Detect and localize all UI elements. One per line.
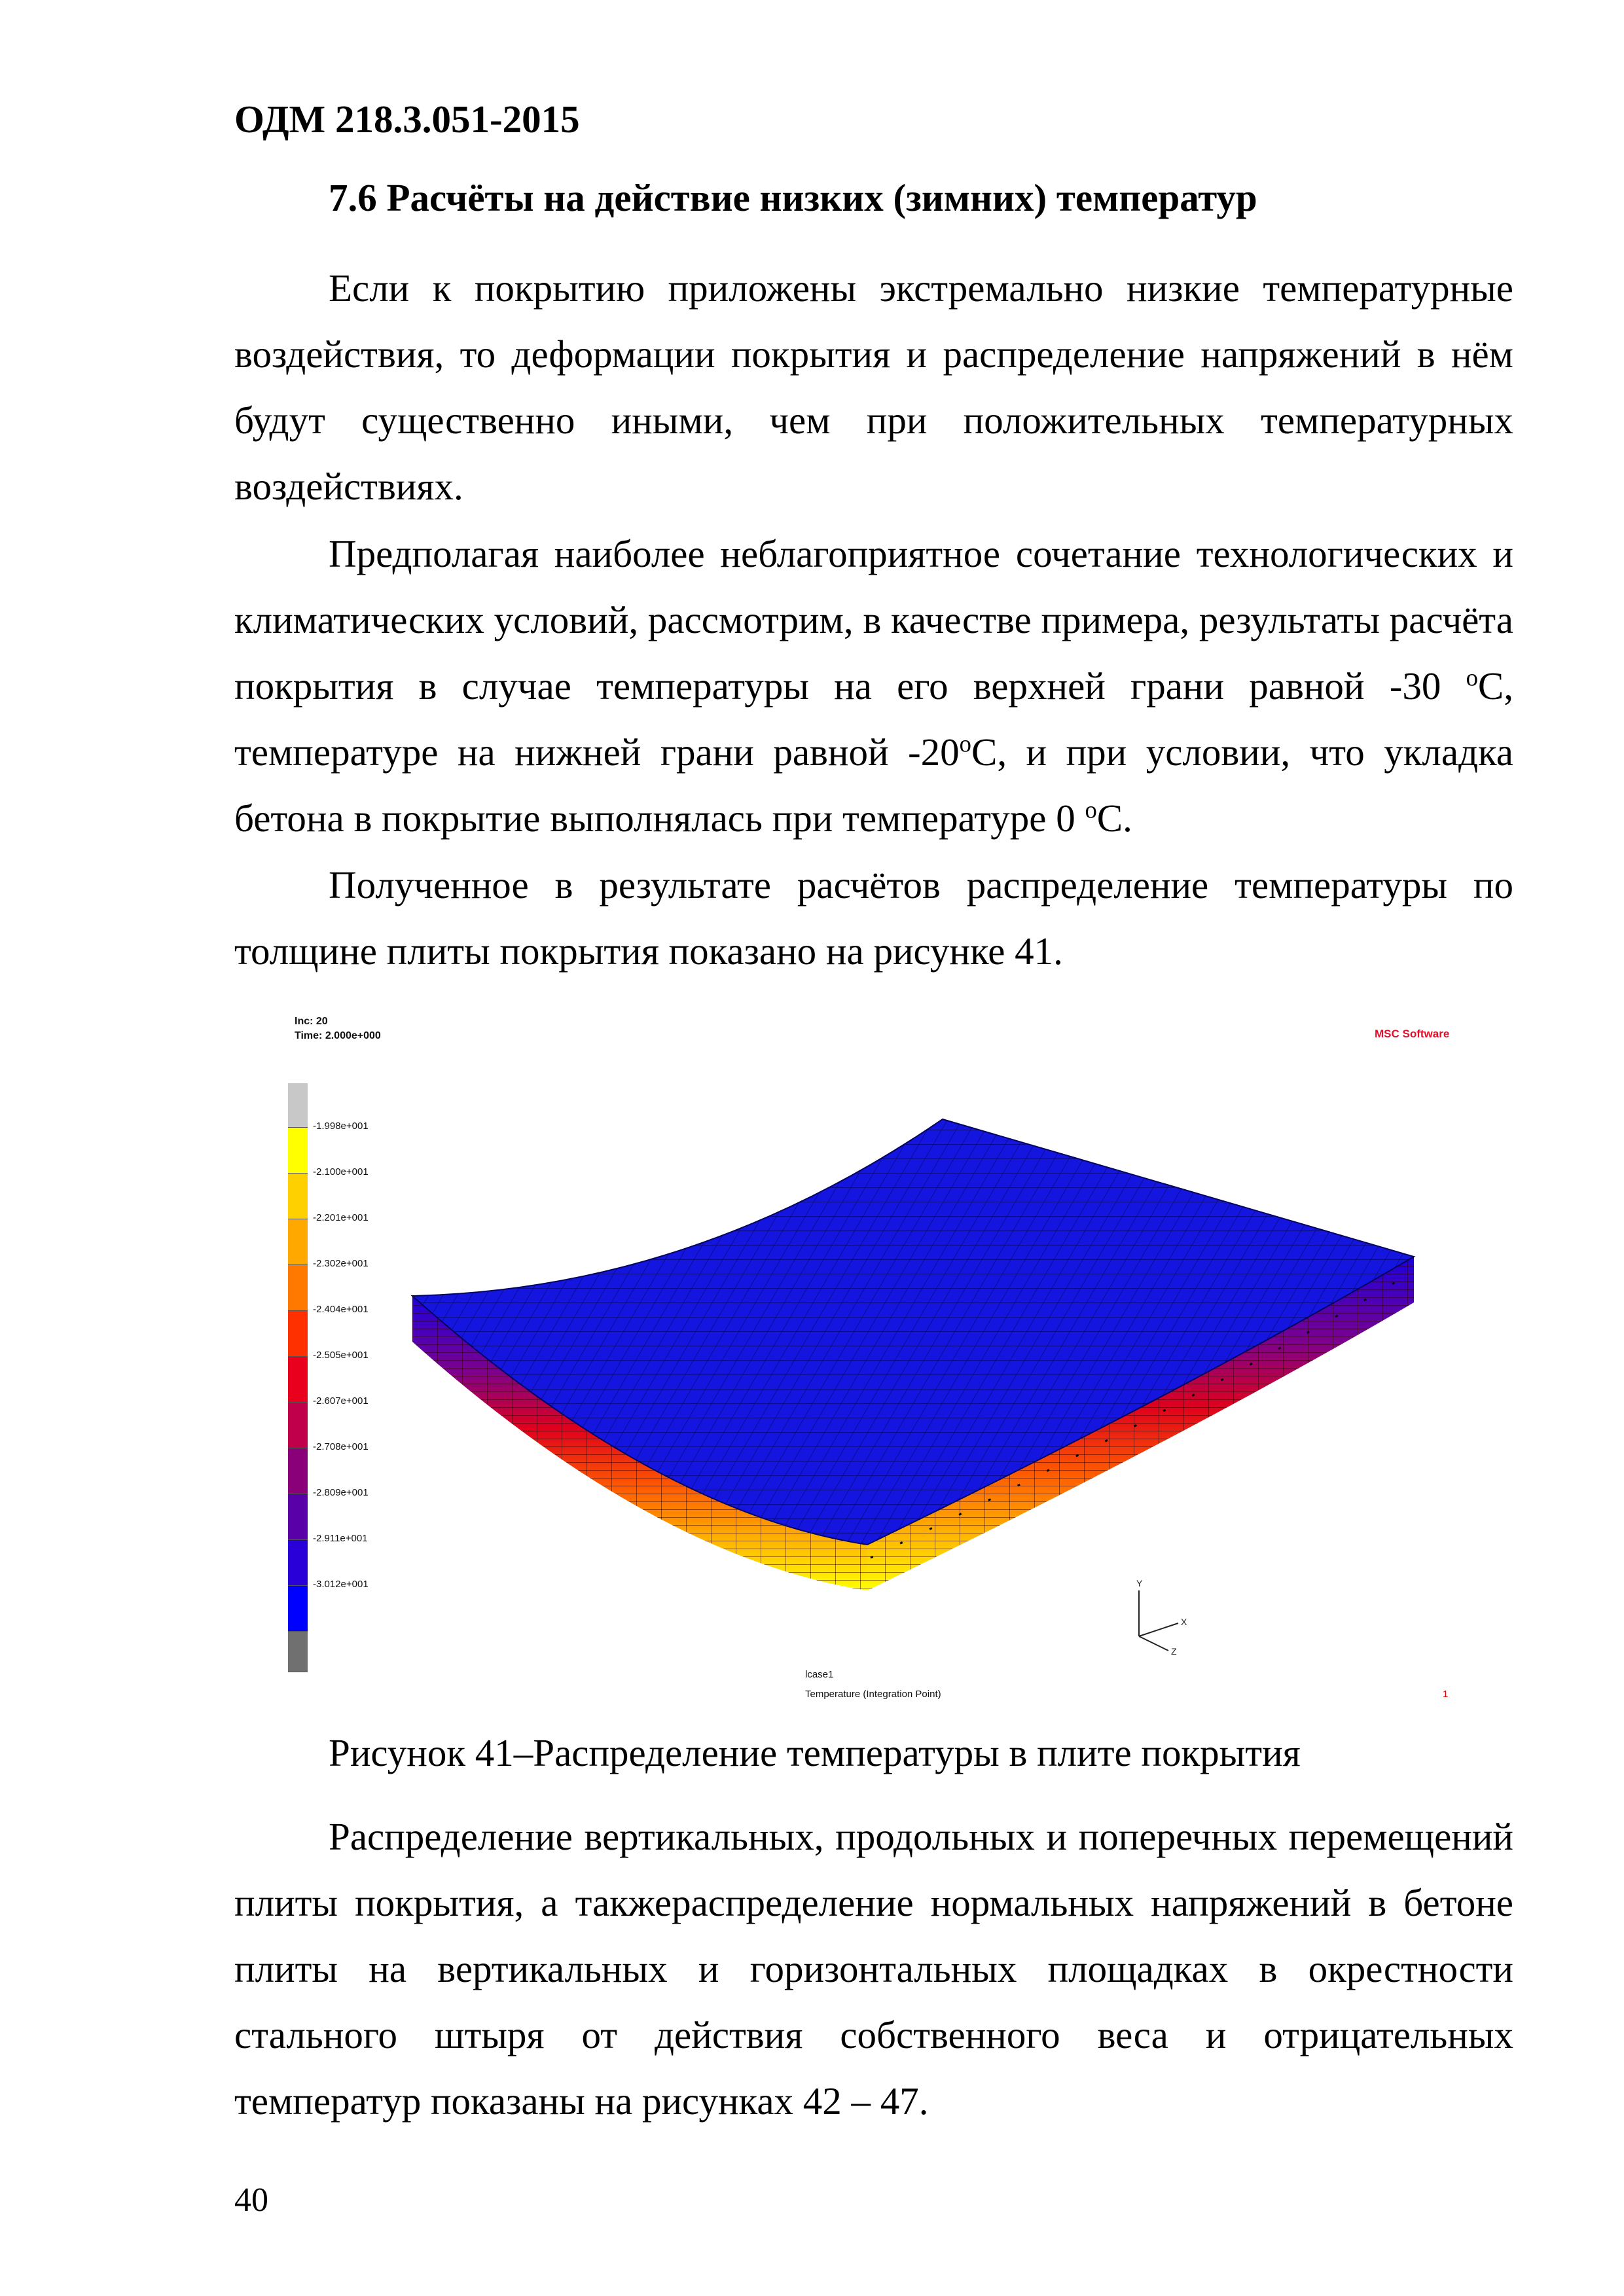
legend-label: -2.100e+001	[313, 1166, 369, 1177]
msc-software-logo: MSC Software	[1375, 1028, 1450, 1040]
legend-label: -2.708e+001	[313, 1441, 369, 1452]
legend-label: -2.809e+001	[313, 1487, 369, 1498]
legend-label: -2.201e+001	[313, 1212, 369, 1223]
legend-label: -1.998e+001	[313, 1121, 369, 1132]
result-index: 1	[1443, 1689, 1449, 1700]
result-type-label: Temperature (Integration Point)	[805, 1689, 941, 1700]
legend-label: -2.911e+001	[313, 1533, 368, 1544]
page-number: 40	[234, 2181, 268, 2219]
axis-z-label: Z	[1171, 1646, 1177, 1657]
axis-triad	[1139, 1590, 1178, 1651]
document-code: ОДМ 218.3.051-2015	[234, 98, 580, 141]
legend-label: -2.505e+001	[313, 1350, 369, 1361]
increment-label: Inc: 20	[295, 1016, 328, 1027]
paragraph-2: Предполагая наиболее неблагоприятное сочетание технологических и климатических условий, рассмотрим, в качестве примера, результаты расчёта покрытия в случае температуры на его верхней грани равной -30 $^o$С, температуре на нижней грани равной -20$^o$С, и при условии, что укладка бетона в покрытие выполнялась при температуре 0 $^o$С.	[234, 532, 1513, 840]
slab-mesh-plot	[288, 1014, 1486, 1715]
legend-label: -2.607e+001	[313, 1395, 369, 1407]
slab-top-surface	[412, 1119, 1414, 1545]
load-case-label: lcase1	[805, 1669, 834, 1680]
axis-x-label: X	[1181, 1617, 1187, 1627]
time-label: Time: 2.000e+000	[295, 1030, 381, 1041]
figure-41-temperature-plot	[288, 1014, 1486, 1715]
paragraph-3: Полученное в результате расчётов распределение температуры по толщине плиты покрытия показано на рисунке 41.	[234, 863, 1513, 973]
legend-label: -2.404e+001	[313, 1304, 369, 1315]
legend-label: -2.302e+001	[313, 1258, 369, 1269]
paragraph-4: Распределение вертикальных, продольных и поперечных перемещений плиты покрытия, а такжераспределение нормальных напряжений в бетоне плиты на вертикальных и горизонтальных площадках в окрестности стального штыря от действия собственного веса и отрицательных температур показаны на рисунках 42 – 47.	[234, 1815, 1513, 2123]
figure-caption: Рисунок 41–Распределение температуры в плите покрытия	[329, 1731, 1301, 1774]
axis-y-label: Y	[1136, 1578, 1143, 1588]
paragraph-1: Если к покрытию приложены экстремально низкие температурные воздействия, то деформации покрытия и распределение напряжений в нём будут существенно иными, чем при положительных температурных воздействиях.	[234, 266, 1513, 508]
section-title: 7.6 Расчёты на действие низких (зимних) температур	[329, 176, 1257, 219]
legend-label: -3.012e+001	[313, 1579, 369, 1590]
